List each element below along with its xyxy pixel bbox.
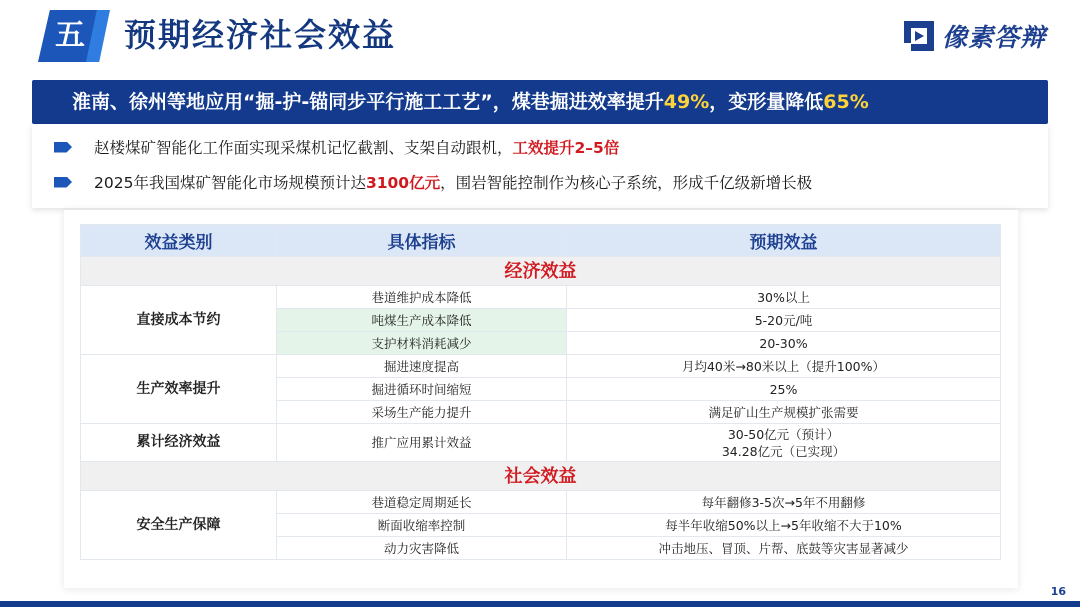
benefit-cell: 每半年收缩50%以上→5年收缩不大于10% [567, 514, 1001, 537]
header-indicator: 具体指标 [277, 225, 567, 257]
indicator-cell: 动力灾害降低 [277, 537, 567, 560]
banner-text-part2: ，变形量降低 [709, 91, 824, 113]
bullet-text-main: 赵楼煤矿智能化工作面实现采煤机记忆截割、支架自动跟机， [94, 139, 513, 157]
category-cell: 安全生产保障 [81, 491, 277, 560]
benefit-table [80, 224, 1001, 560]
bullet-text-main: 2025年我国煤矿智能化市场规模预计达 [94, 174, 366, 192]
indicator-cell: 巷道维护成本降低 [277, 286, 567, 309]
brand-icon [902, 19, 936, 53]
category-cell: 累计经济效益 [81, 424, 277, 462]
brand-name: 像素答辩 [941, 23, 1046, 52]
benefit-line: 34.28亿元（已实现） [721, 443, 846, 459]
page-title: 预期经济社会效益 [124, 16, 397, 54]
group-row-economic [81, 257, 1001, 286]
benefit-cell: 满足矿山生产规模扩张需要 [567, 401, 1001, 424]
benefit-cell: 25% [567, 378, 1001, 401]
header-category: 效益类别 [81, 225, 277, 257]
indicator-cell: 断面收缩率控制 [277, 514, 567, 537]
brand-logo [902, 18, 1046, 54]
indicator-cell: 采场生产能力提升 [277, 401, 567, 424]
section-badge [38, 10, 104, 62]
banner-deformation-value: 65% [823, 91, 869, 113]
indicator-cell: 巷道稳定周期延长 [277, 491, 567, 514]
benefit-cell: 5-20元/吨 [567, 309, 1001, 332]
benefit-cell [567, 424, 1001, 462]
banner-text-part1: 淮南、徐州等地应用“掘-护-锚同步平行施工工艺”，煤巷掘进效率提升 [72, 91, 664, 113]
bullet-highlight: 3100亿元 [365, 174, 441, 192]
arrow-bullet-icon [54, 177, 72, 188]
table-row [81, 424, 1001, 462]
section-number: 五 [55, 18, 85, 53]
benefit-cell: 20-30% [567, 332, 1001, 355]
bullet-text [94, 136, 619, 158]
benefit-line: 30-50亿元（预计） [727, 426, 840, 442]
bullet-item [54, 167, 812, 197]
category-cell: 直接成本节约 [81, 286, 277, 355]
group-title-economic: 经济效益 [81, 257, 1001, 286]
table-header-row [81, 225, 1001, 257]
table-row [81, 491, 1001, 514]
indicator-cell: 掘进循环时间缩短 [277, 378, 567, 401]
benefit-cell: 冲击地压、冒顶、片帮、底鼓等灾害显著减少 [567, 537, 1001, 560]
bullet-text-after: ，围岩智能控制作为核心子系统，形成千亿级新增长极 [440, 174, 813, 192]
indicator-cell: 推广应用累计效益 [277, 424, 567, 462]
bullet-item [54, 132, 619, 162]
group-row-social [81, 462, 1001, 491]
arrow-bullet-icon [54, 142, 72, 153]
benefit-cell: 30%以上 [567, 286, 1001, 309]
indicator-cell: 支护材料消耗减少 [277, 332, 567, 355]
category-cell: 生产效率提升 [81, 355, 277, 424]
bullet-text [94, 171, 812, 193]
table-row [81, 355, 1001, 378]
table-row [81, 286, 1001, 309]
benefit-cell: 月均40米→80米以上（提升100%） [567, 355, 1001, 378]
group-title-social: 社会效益 [81, 462, 1001, 491]
bullet-highlight: 工效提升2–5倍 [512, 139, 620, 157]
indicator-cell: 掘进速度提高 [277, 355, 567, 378]
bullet-list [32, 124, 1048, 208]
benefit-cell: 每年翻修3-5次→5年不用翻修 [567, 491, 1001, 514]
banner-text [72, 80, 869, 124]
header-benefit: 预期效益 [567, 225, 1001, 257]
page-number: 16 [1050, 585, 1066, 598]
highlight-banner [32, 80, 1048, 124]
footer-bar [0, 601, 1080, 607]
indicator-cell: 吨煤生产成本降低 [277, 309, 567, 332]
banner-efficiency-value: 49% [663, 91, 710, 113]
